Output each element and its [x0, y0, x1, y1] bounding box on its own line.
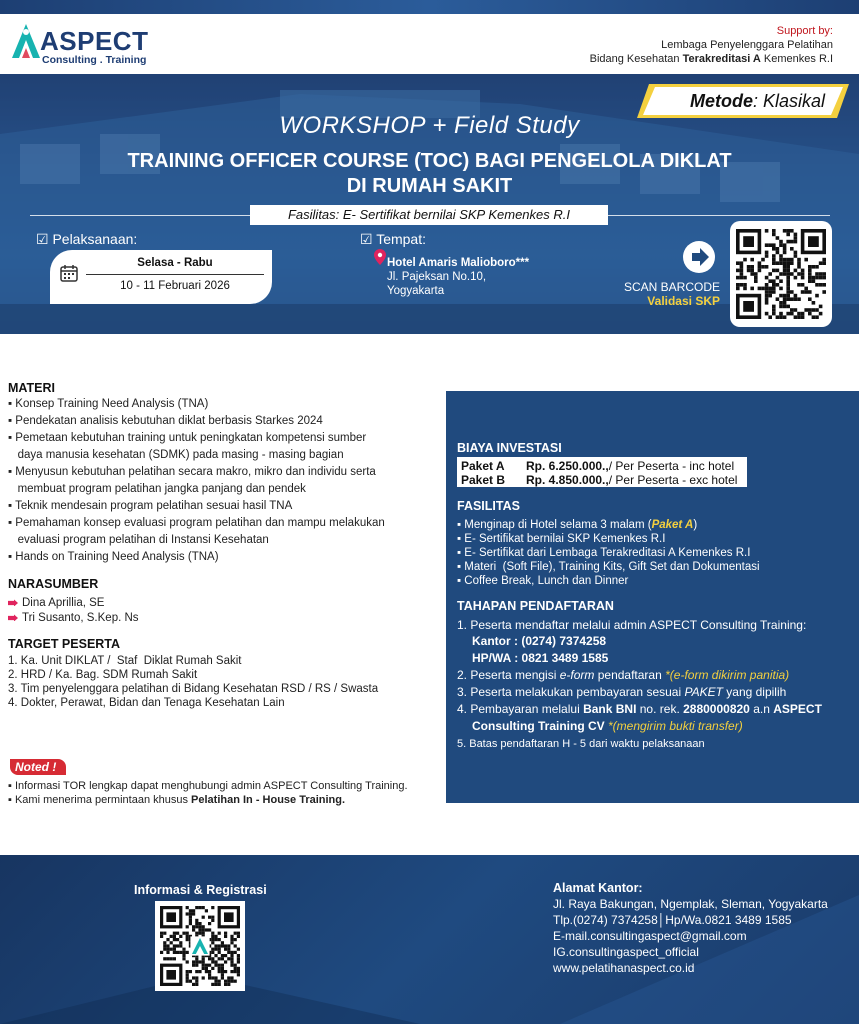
footer-contact-line: Tlp.(0274) 7374258│Hp/Wa.0821 3489 1585 [553, 913, 792, 927]
footer-contact-line: www.pelatihanaspect.co.id [553, 961, 695, 975]
tahapan-hpwa: HP/WA : 0821 3489 1585 [472, 651, 609, 665]
hotel-address-line2: Yogyakarta [387, 285, 445, 297]
tahapan-step4-cont: Consulting Training CV *(mengirim bukti transfer) [472, 719, 743, 733]
logo-text: ASPECT [40, 26, 149, 56]
tahapan-step5: 5. Batas pendaftaran H - 5 dari waktu pelaksanaan [457, 738, 705, 750]
tahapan-step4: 4. Pembayaran melalui Bank BNI no. rek. 2880000820 a.n ASPECT [457, 702, 822, 716]
metode-text: Metode: Klasikal [689, 91, 825, 111]
target-heading: TARGET PESERTA [8, 637, 121, 651]
workshop-heading: WORKSHOP + Field Study [279, 112, 580, 139]
arrow-bullet-icon [8, 614, 18, 621]
noted-line2: ▪ Kami menerima permintaan khusus Pelatihan In - House Training. [8, 794, 346, 806]
arrow-right-icon [682, 240, 716, 274]
calendar-icon [60, 264, 78, 282]
biaya-heading: BIAYA INVESTASI [457, 441, 562, 455]
pelaksanaan-dates: 10 - 11 Februari 2026 [120, 280, 230, 292]
tahapan-step3: 3. Peserta melakukan pembayaran sesuai PAKET yang dipilih [457, 685, 787, 699]
tahapan-kantor: Kantor : (0274) 7374258 [472, 634, 607, 648]
fasilitas-heading: FASILITAS [457, 499, 520, 513]
materi-item: ▪ Pemahaman konsep evaluasi program pelatihan dan mampu melakukan [8, 517, 385, 529]
target-item: 2. HRD / Ka. Bag. SDM Rumah Sakit [8, 669, 198, 681]
info-registrasi-label: Informasi & Registrasi [134, 883, 267, 897]
pelaksanaan-label: ☑ Pelaksanaan: [36, 231, 138, 247]
arrow-bullet-icon [8, 599, 18, 606]
logo-subtitle: Consulting . Training [42, 54, 147, 66]
materi-heading: MATERI [8, 381, 55, 395]
alamat-label: Alamat Kantor: [553, 881, 643, 895]
location-pin-icon [374, 249, 386, 265]
paket-b-price: Rp. 4.850.000.,/ Per Peserta - exc hotel [526, 473, 738, 487]
tempat-label: ☑ Tempat: [360, 231, 426, 247]
support-label: Support by: [776, 25, 833, 37]
top-strip [0, 0, 859, 14]
scan-barcode-label: SCAN BARCODE [623, 280, 720, 294]
tahapan-step1: 1. Peserta mendaftar melalui admin ASPECT Consulting Training: [457, 618, 807, 632]
paket-a-row: Paket A [461, 459, 505, 473]
target-item: 1. Ka. Unit DIKLAT / Staf Diklat Rumah Sakit [8, 655, 242, 667]
narasumber-heading: NARASUMBER [8, 577, 99, 591]
noted-line1: ▪ Informasi TOR lengkap dapat menghubungi admin ASPECT Consulting Training. [8, 780, 408, 792]
course-title-line1: TRAINING OFFICER COURSE (TOC) BAGI PENGELOLA DIKLAT [127, 150, 732, 172]
tahapan-step2: 2. Peserta mengisi e-form pendaftaran *(e-form dikirim panitia) [457, 668, 790, 682]
pelaksanaan-divider [86, 274, 264, 275]
footer-qr-code-icon[interactable] [160, 906, 240, 986]
hotel-name: Hotel Amaris Malioboro*** [387, 257, 530, 269]
materi-item: ▪ Hands on Training Need Analysis (TNA) [8, 551, 219, 563]
header [0, 14, 859, 74]
fasilitas-item: ▪ E- Sertifikat bernilai SKP Kemenkes R.I [457, 533, 666, 545]
support-line1: Lembaga Penyelenggara Pelatihan [661, 39, 833, 51]
support-block [590, 24, 833, 66]
materi-item: membuat program pelatihan jangka panjang dan pendek [8, 483, 306, 495]
support-line2: Bidang Kesehatan Terakreditasi A Kemenkes R.I [589, 53, 833, 65]
tahapan-heading: TAHAPAN PENDAFTARAN [457, 599, 614, 613]
narasumber-item: Dina Aprillia, SE [8, 596, 104, 611]
materi-item: ▪ Pemetaan kebutuhan training untuk peningkatan kompetensi sumber [8, 432, 367, 444]
target-item: 4. Dokter, Perawat, Bidan dan Tenaga Kesehatan Lain [8, 697, 285, 709]
materi-item: evaluasi program pelatihan di Instansi Kesehatan [8, 534, 269, 546]
materi-item: ▪ Teknik mendesain program pelatihan sesuai hasil TNA [8, 500, 293, 512]
fasilitas-item: ▪ E- Sertifikat dari Lembaga Terakreditasi A Kemenkes R.I [457, 547, 751, 559]
validasi-skp-label: Validasi SKP [647, 294, 720, 308]
noted-badge: Noted ! [10, 759, 66, 775]
fasilitas-item: ▪ Menginap di Hotel selama 3 malam (Paket A) [457, 519, 698, 531]
footer-contact-line: Jl. Raya Bakungan, Ngemplak, Sleman, Yogyakarta [553, 897, 828, 911]
materi-item: ▪ Pendekatan analisis kebutuhan diklat berbasis Starkes 2024 [8, 415, 323, 427]
fasilitas-banner: Fasilitas: E- Sertifikat bernilai SKP Kemenkes R.I [250, 205, 608, 225]
hotel-address-line1: Jl. Pajeksan No.10, [387, 271, 487, 283]
paket-a-price: Rp. 6.250.000.,/ Per Peserta - inc hotel [526, 459, 735, 473]
paket-b-row: Paket B [461, 473, 506, 487]
fasilitas-item: ▪ Coffee Break, Lunch dan Dinner [457, 575, 629, 587]
narasumber-item: Tri Susanto, S.Kep. Ns [8, 611, 139, 626]
materi-item: ▪ Konsep Training Need Analysis (TNA) [8, 398, 209, 410]
fasilitas-item: ▪ Materi (Soft File), Training Kits, Gift Set dan Dokumentasi [457, 561, 760, 573]
materi-item: ▪ Menyusun kebutuhan pelatihan secara makro, mikro dan individu serta [8, 466, 376, 478]
footer-contact-line: IG.consultingaspect_official [553, 945, 699, 959]
target-item: 3. Tim penyelenggara pelatihan di Bidang Kesehatan RSD / RS / Swasta [8, 683, 379, 695]
footer-contact-line: E-mail.consultingaspect@gmail.com [553, 929, 747, 943]
course-title-line2: DI RUMAH SAKIT [346, 175, 513, 197]
materi-item: daya manusia kesehatan (SDMK) pada masing - masing bagian [8, 449, 344, 461]
qr-code-icon[interactable] [736, 228, 826, 320]
pelaksanaan-days: Selasa - Rabu [137, 257, 213, 269]
